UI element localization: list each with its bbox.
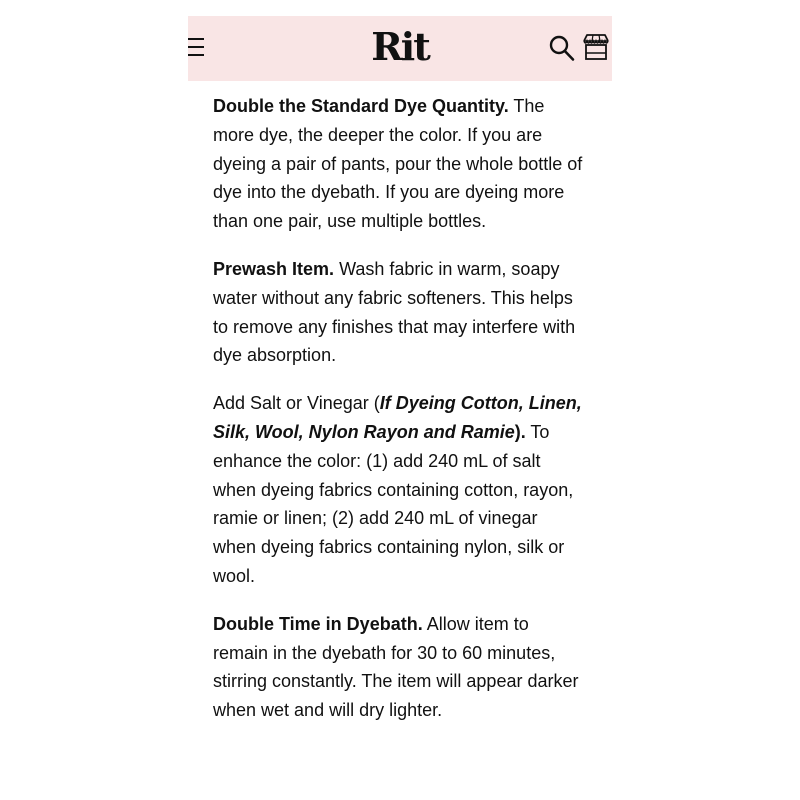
paragraph-body: To enhance the color: (1) add 240 mL of salt when dyeing fabrics containing cotton, rayon, ramie or linen; (2) add 240 mL of vinegar when dyeing fabrics containing nylon, silk or wool.: [213, 421, 574, 586]
paragraph-add-salt-vinegar: [213, 389, 583, 591]
mobile-page: [188, 16, 612, 800]
paragraph-heading-prefix: Add Salt or Vinegar (: [213, 393, 380, 414]
paragraph-heading: Double Time in Dyebath.: [213, 613, 423, 634]
article-content: [213, 92, 583, 744]
paragraph-body: Wash fabric in warm, soapy water without any fabric softeners. This helps to remove any finishes that may interfere with dye absorption.: [213, 258, 576, 366]
site-header: [188, 16, 612, 81]
paragraph-double-dye-quantity: [213, 92, 583, 236]
paragraph-heading: Double the Standard Dye Quantity.: [213, 96, 509, 116]
paragraph-heading-suffix: ).: [514, 421, 526, 442]
paragraph-body: The more dye, the deeper the color. If you are dyeing a pair of pants, pour the whole bottle of dye into the dyebath. If you are dyeing more than one pair, use multiple bottles.: [213, 96, 583, 232]
paragraph-body: Allow item to remain in the dyebath for 30 to 60 minutes, stirring constantly. The item will appear darker when wet and will dry lighter.: [213, 613, 579, 721]
paragraph-heading-italic: If Dyeing Cotton, Linen, Silk, Wool, Nylon Rayon and Ramie: [213, 393, 582, 442]
store-icon[interactable]: [581, 32, 611, 62]
paragraph-heading: Prewash Item.: [213, 258, 335, 279]
rit-logo[interactable]: Rit: [371, 24, 429, 69]
paragraph-prewash-item: [213, 255, 583, 370]
search-icon[interactable]: [549, 34, 575, 62]
paragraph-double-time: [213, 610, 583, 725]
